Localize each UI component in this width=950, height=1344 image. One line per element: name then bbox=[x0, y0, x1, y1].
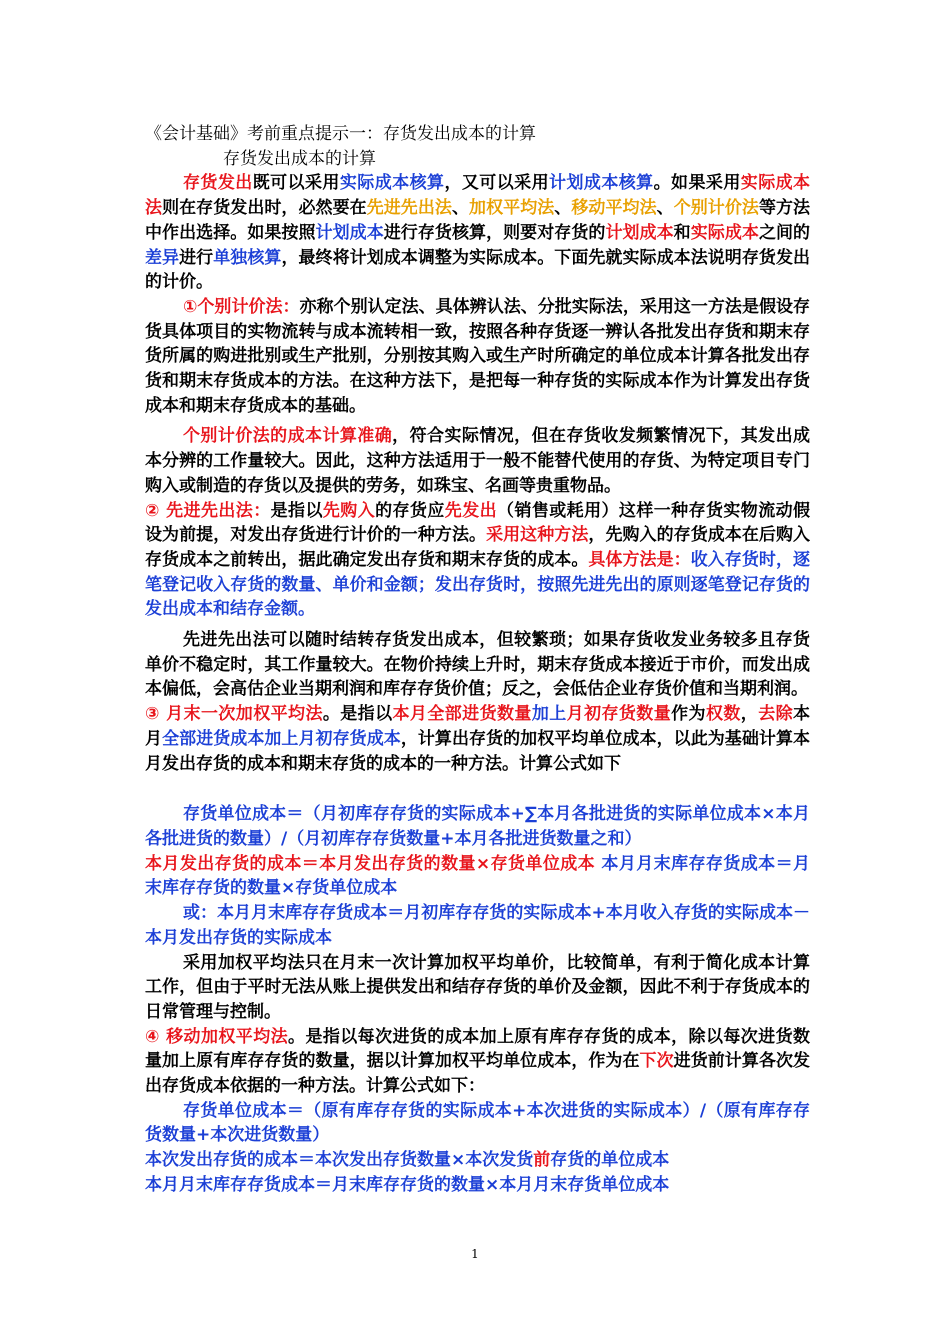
text-span: 进行存货核算，则要对存货的 bbox=[383, 222, 606, 243]
text-span: 之间的 bbox=[758, 222, 811, 243]
text-span: 实际成本法 bbox=[145, 173, 811, 219]
fifo-note: 先进先出法可以随时结转存货发出成本，但较繁琐；如果存货收发业务较多且存货单价不稳定时，其工作量较大。在物价持续上升时，期末存货成本接近于市价，而发出成本偏低，会高估企业当期利润和库存存货价值；反之，会低估企业存货价值和当期利润。 bbox=[145, 630, 810, 700]
text-span: 先购入 bbox=[322, 500, 376, 521]
formula-unit-cost: 存货单位成本＝（月初库存存货的实际成本+∑本月各批进货的实际单位成本×本月各批进货的数量）/（月初库存存货数量+本月各批进货数量之和） bbox=[145, 804, 810, 849]
text-span: 个别计价法的成本计算准确 bbox=[183, 426, 393, 447]
text-span: 实际成本 bbox=[690, 222, 759, 243]
text-span: 、 bbox=[451, 198, 470, 219]
weighted-average-paragraph bbox=[145, 702, 810, 776]
text-span: 个别计价法 bbox=[673, 198, 759, 219]
text-span: 下次 bbox=[639, 1051, 674, 1072]
text-span: ，又可以采用 bbox=[444, 173, 550, 194]
text-span: 的存货应 bbox=[375, 500, 445, 521]
text-span: 进货前计算各次发出存货成本依据的一种方法。计算公式如下： bbox=[145, 1051, 811, 1097]
text-span: 本月 bbox=[145, 704, 811, 749]
text-span: 则在存货发出时，必然要在 bbox=[162, 198, 367, 219]
text-span: ，先购入的存货成本在后购入存货成本之前转出，据此确定发出存货和期末存货的成本。 bbox=[145, 525, 811, 570]
text-span: 本月发出存货的成本＝本月发出存货的数量×存货单位成本 bbox=[145, 853, 602, 874]
text-span: 月初存货数量 bbox=[566, 704, 672, 725]
text-span: 本次发出存货的成本＝本次发出存货数量×本次发货 bbox=[145, 1150, 534, 1171]
text-span: ，最终将计划成本调整为实际成本。下面先就实际成本法说明存货发出的计价。 bbox=[145, 247, 811, 293]
text-span: 本月月末库存存货成本＝月末库存存货的数量×存货单位成本 bbox=[145, 853, 811, 899]
text-span: 采用这种方法 bbox=[486, 525, 589, 546]
text-span: 加上 bbox=[531, 704, 567, 725]
section-heading: ④ 移动加权平均法 bbox=[145, 1026, 289, 1047]
text-span: 先进先出法 bbox=[366, 198, 452, 219]
text-span: 权数 bbox=[705, 704, 741, 725]
text-span: 和 bbox=[673, 222, 691, 243]
text-span: （销售或耗用）这样一种存货实物流动假设为前提，对发出存货进行计价的一种方法。 bbox=[145, 500, 811, 546]
text-span: 是指以 bbox=[270, 500, 323, 521]
text-span: 计划成本 bbox=[315, 222, 384, 243]
text-span: 收入存货时，逐笔登记收入存货的数量、单价和金额；发出存货时，按照先进先出的原则逐笔登记存货的发出成本和结存金额。 bbox=[145, 549, 811, 620]
text-span: 进行 bbox=[179, 247, 214, 268]
text-span: 差异 bbox=[145, 247, 180, 268]
section-subtitle: 存货发出成本的计算 bbox=[223, 148, 376, 169]
formula-issue-cost bbox=[145, 852, 810, 901]
text-span: 本月全部进货数量 bbox=[392, 704, 532, 725]
text-span: 、 bbox=[656, 198, 674, 219]
text-span: 亦称个别认定法、具体辨认法、分批实际法，采用这一方法是假设存货具体项目的实物流转与成本流转相一致，按照各种存货逐一辨认各批发出存货和期末存货所属的购进批别或生产批别，分别按其购入或生产时所确定的单位成本计算各批发出存货和期末存货成本的方法。在这种方法下，是把每一种存货的实际成本作为计算发出存货成本和期末存货成本的基础。 bbox=[145, 296, 810, 416]
text-span: 存货发出 bbox=[183, 173, 253, 194]
text-span: 。是指以每次进货的成本加上原有库存存货的成本，除以每次进货数量加上原有库存存货的数量，据以计算加权平均单位成本，作为在 bbox=[145, 1026, 811, 1072]
formula-moving-ending-cost: 本月月末库存存货成本＝月末库存存货的数量×本月月末存货单位成本 bbox=[145, 1174, 670, 1195]
text-span: 作为 bbox=[671, 704, 706, 725]
text-span: 存货的单位成本 bbox=[550, 1150, 670, 1171]
text-span: 去除 bbox=[758, 704, 794, 725]
document-body bbox=[145, 122, 810, 1198]
specific-identification-paragraph bbox=[145, 295, 810, 419]
text-span: 全部进货成本加上月初存货成本 bbox=[162, 728, 401, 749]
text-span: 加权平均法 bbox=[469, 198, 555, 219]
intro-paragraph bbox=[145, 171, 810, 295]
formula-moving-issue-cost bbox=[145, 1148, 810, 1173]
text-span: 既可以采用 bbox=[252, 173, 340, 194]
weighted-average-note: 采用加权平均法只在月末一次计算加权平均单价，比较简单，有利于简化成本计算工作，但由于平时无法从账上提供发出和结存存货的单价及金额，因此不利于存货成本的日常管理与控制。 bbox=[145, 952, 810, 1022]
section-heading: ② 先进先出法： bbox=[145, 500, 271, 521]
fifo-paragraph bbox=[145, 499, 810, 623]
text-span: 先发出 bbox=[444, 500, 498, 521]
formula-moving-unit-cost: 存货单位成本＝（原有库存存货的实际成本+本次进货的实际成本）/（原有库存存货数量+本次进货数量） bbox=[145, 1100, 810, 1146]
text-span: ，计算出存货的加权平均单位成本，以此为基础计算本月发出存货的成本和期末存货的成本的一种方法。计算公式如下 bbox=[145, 728, 811, 774]
specific-identification-note bbox=[145, 424, 810, 498]
moving-average-paragraph bbox=[145, 1025, 810, 1099]
text-span: 实际成本核算 bbox=[339, 173, 445, 194]
text-span: 计划成本核算 bbox=[549, 173, 654, 194]
text-span: 。如果采用 bbox=[653, 173, 741, 194]
text-span: ，符合实际情况，但在存货收发频繁情况下，其发出成本分辨的工作量较大。因此，这种方法适用于一般不能替代使用的存货、为特定项目专门购入或制造的存货以及提供的劳务，如珠宝、名画等贵重物品。 bbox=[145, 426, 811, 496]
text-span: 前 bbox=[533, 1150, 551, 1171]
section-heading: ①个别计价法： bbox=[183, 296, 300, 317]
document-title: 《会计基础》考前重点提示一：存货发出成本的计算 bbox=[145, 124, 536, 144]
text-span: 。是指以 bbox=[322, 704, 393, 725]
text-span: 单独核算 bbox=[213, 247, 282, 268]
section-heading: ③ 月末一次加权平均法 bbox=[145, 704, 323, 725]
text-span: 计划成本 bbox=[605, 222, 674, 243]
formula-alternative: 或：本月月末库存存货成本＝月初库存存货的实际成本+本月收入存货的实际成本－本月发出存货的实际成本 bbox=[145, 903, 810, 948]
text-span: 移动平均法 bbox=[571, 198, 657, 219]
page-number: 1 bbox=[471, 1247, 479, 1261]
text-span: 等方法中作出选择。如果按照 bbox=[145, 198, 811, 243]
text-span: 、 bbox=[554, 198, 572, 219]
text-span: 具体方法是： bbox=[588, 549, 691, 570]
text-span: ， bbox=[740, 704, 759, 725]
